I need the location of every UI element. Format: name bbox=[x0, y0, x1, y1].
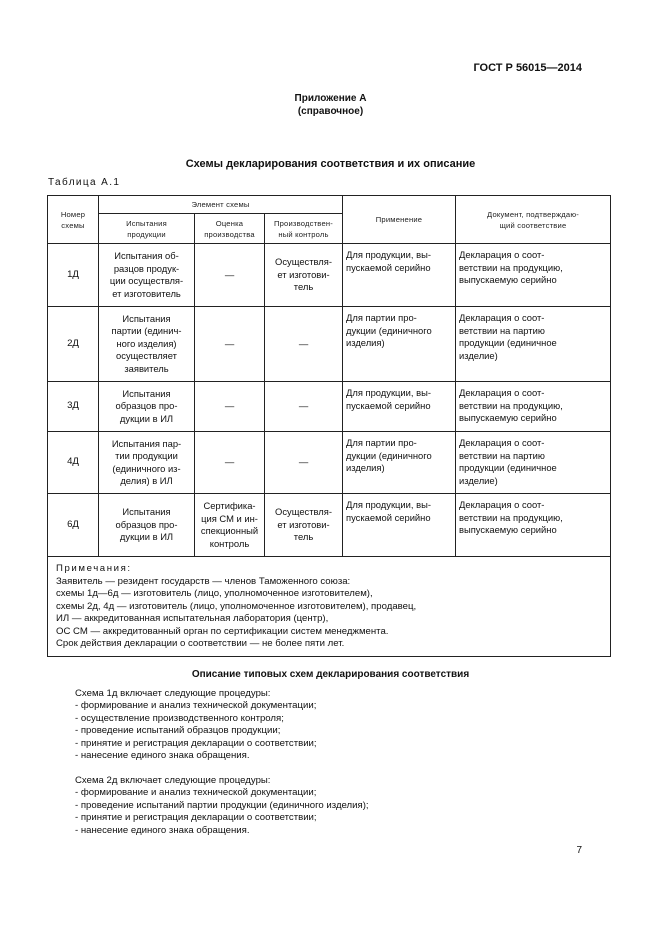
description-line: - осуществление производственного контроля; bbox=[75, 712, 284, 724]
appendix-heading bbox=[0, 92, 661, 118]
appendix-title: Приложение А bbox=[294, 93, 367, 104]
cell-assessment: — bbox=[195, 382, 265, 432]
table-notes bbox=[48, 557, 611, 657]
cell-control: Осуществля- ет изготови- тель bbox=[265, 494, 343, 557]
header-number: Номер схемы bbox=[48, 196, 99, 244]
schemes-table bbox=[47, 195, 611, 657]
cell-control: Осуществля- ет изготови- тель bbox=[265, 244, 343, 307]
cell-number: 1Д bbox=[48, 244, 99, 307]
header-element-group: Элемент схемы bbox=[99, 196, 343, 214]
header-application: Применение bbox=[343, 196, 456, 244]
document-standard-number: ГОСТ Р 56015—2014 bbox=[473, 62, 582, 74]
table-label: Таблица А.1 bbox=[48, 177, 121, 188]
cell-number: 6Д bbox=[48, 494, 99, 557]
notes-row bbox=[48, 557, 611, 657]
cell-control: — bbox=[265, 432, 343, 494]
cell-application: Для партии про- дукции (единичного изделия) bbox=[343, 307, 456, 382]
scheme-2d-description bbox=[75, 775, 369, 837]
cell-testing: Испытания образцов про- дукции в ИЛ bbox=[99, 382, 195, 432]
note-line: Заявитель — резидент государств — членов Таможенного союза: bbox=[56, 575, 351, 587]
appendix-subtitle: (справочное) bbox=[297, 106, 364, 117]
header-production-control: Производствен- ный контроль bbox=[265, 214, 343, 244]
description-line: Схема 2д включает следующие процедуры: bbox=[75, 775, 271, 786]
cell-application: Для партии про- дукции (единичного изделия) bbox=[343, 432, 456, 494]
cell-application: Для продукции, вы- пускаемой серийно bbox=[343, 494, 456, 557]
cell-assessment: Сертифика- ция СМ и ин- спекционный контроль bbox=[195, 494, 265, 557]
cell-number: 4Д bbox=[48, 432, 99, 494]
description-line: - проведение испытаний партии продукции (единичного изделия); bbox=[75, 799, 369, 811]
cell-document: Декларация о соот- ветствии на продукцию, выпускаемую серийно bbox=[456, 494, 611, 557]
cell-testing: Испытания партии (единич- ного изделия) осуществляет заявитель bbox=[99, 307, 195, 382]
cell-assessment: — bbox=[195, 307, 265, 382]
cell-control: — bbox=[265, 307, 343, 382]
cell-assessment: — bbox=[195, 432, 265, 494]
description-line: - проведение испытаний образцов продукции; bbox=[75, 725, 281, 737]
note-line: Срок действия декларации о соответствии — не более пяти лет. bbox=[56, 638, 345, 650]
cell-number: 3Д bbox=[48, 382, 99, 432]
table-row bbox=[48, 494, 611, 557]
cell-document: Декларация о соот- ветствии на продукцию, выпускаемую серийно bbox=[456, 382, 611, 432]
description-title: Описание типовых схем декларирования соответствия bbox=[191, 669, 470, 680]
cell-document: Декларация о соот- ветствии на партию продукции (единичное изделие) bbox=[456, 432, 611, 494]
note-line: схемы 1д—6д — изготовитель (лицо, уполномоченное изготовителем), bbox=[56, 588, 373, 600]
table-row bbox=[48, 382, 611, 432]
scheme-1d-description bbox=[75, 688, 317, 762]
header-assessment: Оценка производства bbox=[195, 214, 265, 244]
cell-testing: Испытания пар- тии продукции (единичного из- делия) в ИЛ bbox=[99, 432, 195, 494]
description-line: - нанесение единого знака обращения. bbox=[75, 824, 250, 836]
notes-title: Примечания: bbox=[56, 563, 132, 574]
table-row bbox=[48, 244, 611, 307]
table-row bbox=[48, 432, 611, 494]
cell-assessment: — bbox=[195, 244, 265, 307]
description-line: - принятие и регистрация декларации о соответствии; bbox=[75, 737, 317, 749]
cell-control: — bbox=[265, 382, 343, 432]
description-line: - принятие и регистрация декларации о соответствии; bbox=[75, 812, 317, 824]
header-testing: Испытания продукции bbox=[99, 214, 195, 244]
cell-document: Декларация о соот- ветствии на партию продукции (единичное изделие) bbox=[456, 307, 611, 382]
note-line: ИЛ — аккредитованная испытательная лаборатория (центр), bbox=[56, 613, 329, 625]
cell-testing: Испытания об- разцов продук- ции осуществля- ет изготовитель bbox=[99, 244, 195, 307]
cell-application: Для продукции, вы- пускаемой серийно bbox=[343, 244, 456, 307]
table-row bbox=[48, 307, 611, 382]
table-title: Схемы декларирования соответствия и их описание bbox=[185, 158, 476, 170]
description-line: - формирование и анализ технической документации; bbox=[75, 787, 317, 799]
cell-document: Декларация о соот- ветствии на продукцию, выпускаемую серийно bbox=[456, 244, 611, 307]
cell-application: Для продукции, вы- пускаемой серийно bbox=[343, 382, 456, 432]
header-document: Документ, подтверждаю- щий соответствие bbox=[456, 196, 611, 244]
note-line: схемы 2д, 4д — изготовитель (лицо, уполномоченное изготовителем), продавец, bbox=[56, 600, 417, 612]
note-line: ОС СМ — аккредитованный орган по сертификации систем менеджмента. bbox=[56, 625, 389, 637]
page-number: 7 bbox=[576, 845, 582, 856]
cell-testing: Испытания образцов про- дукции в ИЛ bbox=[99, 494, 195, 557]
description-line: Схема 1д включает следующие процедуры: bbox=[75, 688, 271, 699]
description-line: - нанесение единого знака обращения. bbox=[75, 750, 250, 762]
cell-number: 2Д bbox=[48, 307, 99, 382]
description-line: - формирование и анализ технической документации; bbox=[75, 700, 317, 712]
